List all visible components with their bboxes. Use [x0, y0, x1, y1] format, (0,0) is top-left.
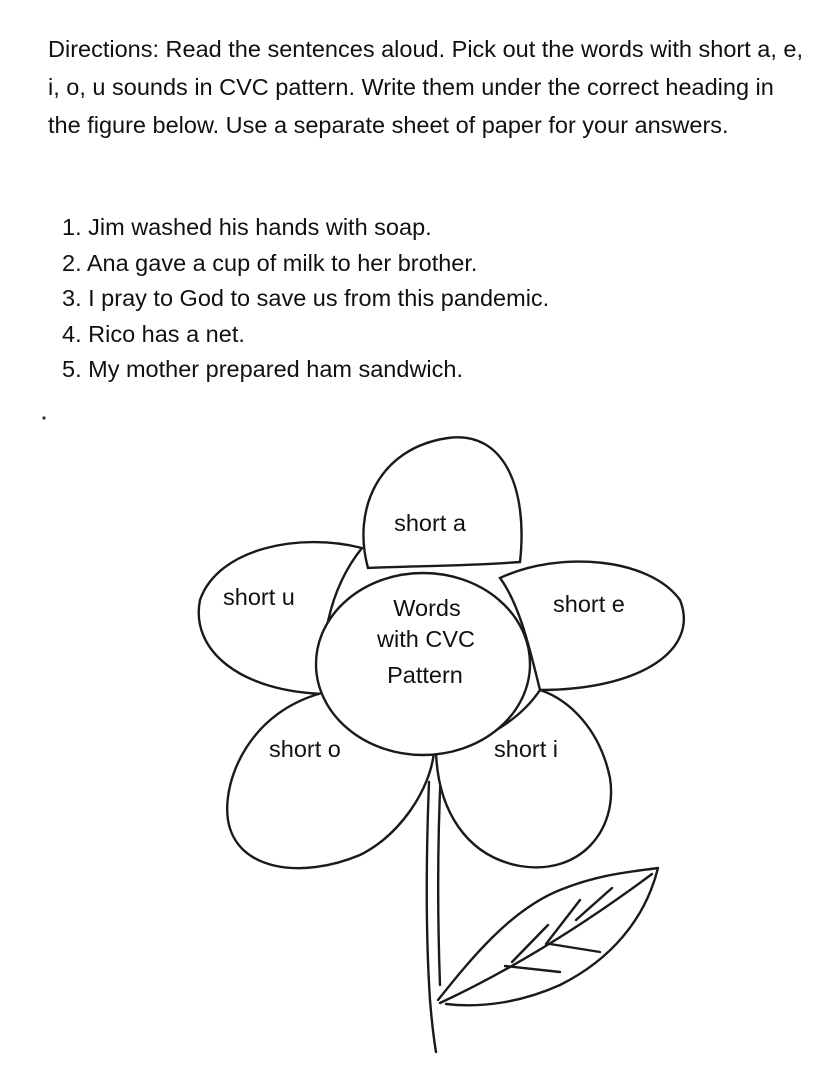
center-label-line: Pattern: [387, 662, 463, 688]
sentence-item: 1. Jim washed his hands with soap.: [62, 214, 432, 240]
stem: [427, 782, 436, 1052]
petal-label-short-o: short o: [269, 736, 341, 762]
sentence-item: 4. Rico has a net.: [62, 320, 245, 347]
leaf-outline: [438, 868, 658, 1005]
leaf-vein: [550, 944, 600, 952]
sentence-item: 2. Ana gave a cup of milk to her brother.: [62, 249, 478, 276]
petal-label-short-u: short u: [223, 584, 295, 610]
petal-label-short-i: short i: [494, 736, 558, 762]
petal-label-short-e: short e: [553, 591, 625, 617]
sentence-item: 5. My mother prepared ham sandwich.: [62, 356, 463, 382]
petal-short-a: [363, 437, 521, 568]
leaf-vein: [546, 900, 580, 944]
leaf-vein: [505, 966, 560, 972]
sentence-item: 3. I pray to God to save us from this pandemic.: [62, 285, 550, 311]
center-label-line: with CVC: [377, 626, 475, 652]
petal-label-short-a: short a: [394, 510, 466, 536]
directions-text: Directions: Read the sentences aloud. Pick out the words with short a, e, i, o, u sounds in CVC pattern. Write them under the correct heading in the figure below. Use a separate sheet of paper for your answers.: [48, 36, 804, 138]
stray-dot: [42, 416, 45, 419]
stem-inner-line: [438, 768, 441, 985]
center-label-line: Words: [393, 595, 461, 621]
